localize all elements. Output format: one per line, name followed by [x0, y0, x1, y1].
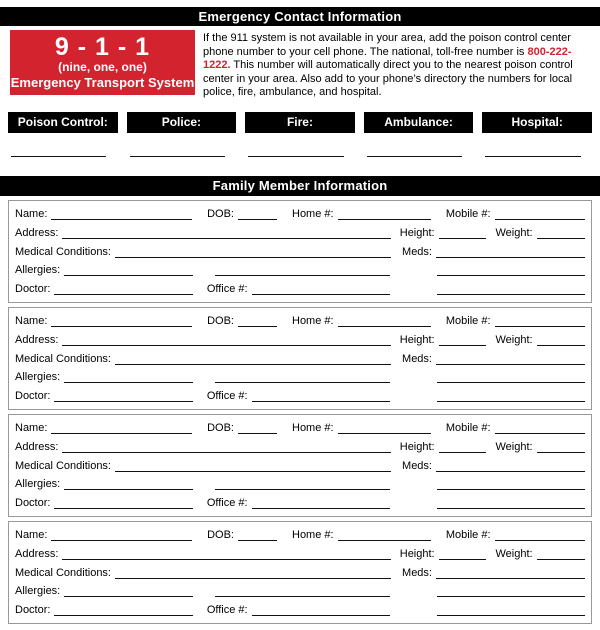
home-phone-label: Home #: — [292, 422, 334, 434]
family-member-box — [8, 200, 592, 303]
weight-field — [496, 548, 585, 560]
doctor-line[interactable] — [54, 501, 192, 509]
family-members-list — [8, 200, 592, 624]
member-row-medical — [15, 459, 585, 472]
name-field — [15, 422, 192, 434]
mobile-phone-field — [446, 529, 585, 541]
doctor-field — [15, 497, 193, 509]
fire-number-line[interactable] — [248, 148, 343, 157]
height-field — [400, 548, 487, 560]
member-row-medical — [15, 352, 585, 365]
height-label: Height: — [399, 333, 435, 346]
mobile-phone-label: Mobile #: — [445, 208, 491, 220]
contact-line-col — [127, 147, 237, 157]
dob-field — [207, 529, 277, 541]
dob-label: DOB: — [207, 529, 234, 541]
meds-field — [402, 353, 585, 365]
weight-field — [496, 441, 585, 453]
name-label: Name: — [15, 208, 48, 220]
ambulance-number-line[interactable] — [367, 148, 462, 157]
weight-label: Weight: — [495, 547, 533, 560]
dob-label: DOB: — [207, 315, 234, 327]
meds-label: Meds: — [402, 352, 432, 365]
home-phone-field — [292, 529, 431, 541]
mobile-phone-field — [446, 422, 585, 434]
address-line[interactable] — [62, 552, 390, 560]
medical-conditions-field — [15, 460, 391, 472]
address-field — [15, 227, 391, 239]
911-number-words: (nine, one, one) — [58, 60, 147, 74]
doctor-field — [15, 604, 193, 616]
member-row-doctor — [15, 282, 585, 295]
family-member-box — [8, 521, 592, 624]
allergies-extra-line[interactable] — [215, 482, 391, 490]
911-number: 9 - 1 - 1 — [54, 32, 151, 61]
office-phone-label: Office #: — [206, 604, 248, 616]
home-phone-line[interactable] — [338, 426, 431, 434]
member-row-doctor — [15, 496, 585, 509]
doctor-label: Doctor: — [15, 283, 51, 295]
home-phone-line[interactable] — [338, 212, 431, 220]
name-line[interactable] — [51, 212, 191, 220]
mobile-phone-line[interactable] — [495, 533, 585, 541]
office-phone-field — [207, 390, 391, 402]
info-text-after: This number will automatically direct you to the nearest poison control center in your area. Also add to your phone’s directory the numbers for local police, fire, ambulance, and hospital. — [203, 59, 573, 98]
name-field — [15, 315, 192, 327]
weight-line[interactable] — [537, 338, 585, 346]
family-member-title: Family Member Information — [212, 178, 388, 193]
meds-line[interactable] — [436, 571, 585, 579]
dob-line[interactable] — [238, 426, 277, 434]
contact-label-fire: Fire: — [245, 112, 355, 133]
weight-field — [496, 334, 585, 346]
dob-field — [207, 208, 277, 220]
allergies-field — [15, 371, 193, 383]
doctor-label: Doctor: — [15, 390, 51, 402]
home-phone-field — [292, 315, 431, 327]
office-phone-line[interactable] — [252, 501, 391, 509]
hospital-number-line[interactable] — [485, 148, 580, 157]
home-phone-line[interactable] — [338, 319, 431, 327]
member-row-medical — [15, 566, 585, 579]
weight-line[interactable] — [537, 552, 585, 560]
allergies-label: Allergies: — [15, 478, 61, 491]
address-label: Address: — [15, 547, 59, 560]
contact-labels-row — [8, 112, 592, 133]
medical-conditions-field — [15, 246, 391, 258]
name-line[interactable] — [51, 533, 191, 541]
address-line[interactable] — [62, 338, 390, 346]
info-text-before: If the 911 system is not available in your area, add the poison control center phone number to your cell phone. The national, toll-free number is — [203, 32, 571, 58]
emergency-contact-form — [0, 7, 600, 630]
family-member-header — [0, 176, 600, 196]
doctor-line[interactable] — [54, 608, 192, 616]
dob-field — [207, 422, 277, 434]
contact-label-ambulance: Ambulance: — [364, 112, 474, 133]
doctor-label: Doctor: — [15, 497, 51, 509]
dob-line[interactable] — [238, 319, 277, 327]
contact-label-hospital: Hospital: — [482, 112, 592, 133]
member-row-address — [15, 226, 585, 239]
mobile-phone-label: Mobile #: — [445, 529, 491, 541]
medical-conditions-field — [15, 353, 391, 365]
height-line[interactable] — [439, 338, 487, 346]
contact-label-poison-control: Poison Control: — [8, 112, 118, 133]
police-number-line[interactable] — [130, 148, 225, 157]
meds-extra-line-2[interactable] — [437, 501, 585, 509]
meds-line[interactable] — [436, 250, 585, 258]
allergies-extra-line[interactable] — [215, 268, 391, 276]
medical-conditions-field — [15, 567, 391, 579]
meds-line[interactable] — [436, 357, 585, 365]
medical-conditions-label: Medical Conditions: — [15, 459, 111, 472]
member-row-medical — [15, 245, 585, 258]
dob-line[interactable] — [238, 533, 277, 541]
name-line[interactable] — [51, 426, 191, 434]
meds-extra-line[interactable] — [437, 589, 585, 597]
member-row-identity — [15, 207, 585, 220]
member-row-doctor — [15, 389, 585, 402]
home-phone-line[interactable] — [338, 533, 431, 541]
allergies-line[interactable] — [64, 482, 193, 490]
height-label: Height: — [399, 440, 435, 453]
meds-extra-line-2[interactable] — [437, 394, 585, 402]
contact-label-police: Police: — [127, 112, 237, 133]
member-row-address — [15, 440, 585, 453]
contact-line-col — [364, 147, 474, 157]
name-label: Name: — [15, 315, 48, 327]
allergies-line[interactable] — [64, 589, 193, 597]
office-phone-line[interactable] — [252, 394, 391, 402]
dob-field — [207, 315, 277, 327]
height-line[interactable] — [439, 552, 487, 560]
doctor-line[interactable] — [54, 394, 192, 402]
meds-line[interactable] — [436, 464, 585, 472]
meds-label: Meds: — [402, 459, 432, 472]
meds-extra-line[interactable] — [437, 482, 585, 490]
office-phone-field — [207, 497, 391, 509]
family-member-box — [8, 307, 592, 410]
allergies-line[interactable] — [64, 268, 193, 276]
allergies-field — [15, 264, 193, 276]
allergies-extra-line[interactable] — [215, 375, 391, 383]
office-phone-label: Office #: — [206, 390, 248, 402]
name-field — [15, 529, 192, 541]
meds-extra-line[interactable] — [437, 375, 585, 383]
allergies-extra-line[interactable] — [215, 589, 391, 597]
address-field — [15, 548, 391, 560]
member-row-address — [15, 333, 585, 346]
allergies-label: Allergies: — [15, 264, 61, 277]
meds-field — [402, 246, 585, 258]
name-line[interactable] — [51, 319, 191, 327]
mobile-phone-line[interactable] — [495, 426, 585, 434]
contact-lines-row — [8, 147, 592, 157]
dob-label: DOB: — [207, 208, 234, 220]
address-label: Address: — [15, 226, 59, 239]
911-caption: Emergency Transport System — [10, 75, 195, 90]
member-row-allergies — [15, 370, 585, 383]
home-phone-label: Home #: — [292, 315, 334, 327]
name-label: Name: — [15, 529, 48, 541]
dob-line[interactable] — [238, 212, 277, 220]
member-row-identity — [15, 314, 585, 327]
contact-line-col — [8, 147, 118, 157]
911-panel — [10, 30, 195, 95]
address-field — [15, 334, 391, 346]
mobile-phone-label: Mobile #: — [445, 315, 491, 327]
weight-line[interactable] — [537, 445, 585, 453]
mobile-phone-line[interactable] — [495, 319, 585, 327]
office-phone-line[interactable] — [252, 287, 391, 295]
mobile-phone-line[interactable] — [495, 212, 585, 220]
allergies-field — [15, 585, 193, 597]
member-row-allergies — [15, 263, 585, 276]
height-field — [400, 227, 487, 239]
emergency-contact-header — [0, 7, 600, 26]
address-label: Address: — [15, 440, 59, 453]
meds-label: Meds: — [402, 245, 432, 258]
dob-label: DOB: — [207, 422, 234, 434]
intro-section — [0, 30, 600, 100]
office-phone-label: Office #: — [206, 283, 248, 295]
weight-label: Weight: — [495, 440, 533, 453]
mobile-phone-field — [446, 315, 585, 327]
member-row-address — [15, 547, 585, 560]
height-field — [400, 441, 487, 453]
poison-control-info — [203, 30, 597, 100]
weight-field — [496, 227, 585, 239]
mobile-phone-label: Mobile #: — [445, 422, 491, 434]
member-row-identity — [15, 528, 585, 541]
member-row-allergies — [15, 584, 585, 597]
medical-conditions-label: Medical Conditions: — [15, 245, 111, 258]
office-phone-line[interactable] — [252, 608, 391, 616]
office-phone-field — [207, 283, 391, 295]
meds-field — [402, 460, 585, 472]
height-label: Height: — [399, 547, 435, 560]
name-label: Name: — [15, 422, 48, 434]
meds-extra-line[interactable] — [437, 268, 585, 276]
weight-label: Weight: — [495, 226, 533, 239]
height-field — [400, 334, 487, 346]
office-phone-field — [207, 604, 391, 616]
medical-conditions-label: Medical Conditions: — [15, 352, 111, 365]
weight-line[interactable] — [537, 231, 585, 239]
doctor-line[interactable] — [54, 287, 192, 295]
member-row-identity — [15, 421, 585, 434]
meds-label: Meds: — [402, 566, 432, 579]
meds-extra-line-2[interactable] — [437, 287, 585, 295]
medical-conditions-line[interactable] — [115, 250, 391, 258]
meds-extra-line-2[interactable] — [437, 608, 585, 616]
height-line[interactable] — [439, 445, 487, 453]
height-label: Height: — [399, 226, 435, 239]
allergies-line[interactable] — [64, 375, 193, 383]
member-row-allergies — [15, 477, 585, 490]
doctor-label: Doctor: — [15, 604, 51, 616]
allergies-label: Allergies: — [15, 585, 61, 598]
medical-conditions-line[interactable] — [115, 464, 391, 472]
address-label: Address: — [15, 333, 59, 346]
medical-conditions-label: Medical Conditions: — [15, 566, 111, 579]
allergies-field — [15, 478, 193, 490]
office-phone-label: Office #: — [206, 497, 248, 509]
doctor-field — [15, 283, 193, 295]
poison-control-phone-number: 800-222-1222. — [203, 45, 572, 71]
medical-conditions-line[interactable] — [115, 571, 391, 579]
mobile-phone-field — [446, 208, 585, 220]
home-phone-label: Home #: — [292, 208, 334, 220]
emergency-contact-title: Emergency Contact Information — [198, 9, 402, 24]
home-phone-field — [292, 208, 431, 220]
weight-label: Weight: — [495, 333, 533, 346]
poison-control-number-line[interactable] — [11, 148, 106, 157]
address-line[interactable] — [62, 231, 390, 239]
name-field — [15, 208, 192, 220]
family-member-box — [8, 414, 592, 517]
allergies-label: Allergies: — [15, 371, 61, 384]
doctor-field — [15, 390, 193, 402]
home-phone-field — [292, 422, 431, 434]
meds-field — [402, 567, 585, 579]
height-line[interactable] — [439, 231, 487, 239]
address-line[interactable] — [62, 445, 390, 453]
medical-conditions-line[interactable] — [115, 357, 391, 365]
contact-line-col — [482, 147, 592, 157]
member-row-doctor — [15, 603, 585, 616]
home-phone-label: Home #: — [292, 529, 334, 541]
contact-line-col — [245, 147, 355, 157]
address-field — [15, 441, 391, 453]
